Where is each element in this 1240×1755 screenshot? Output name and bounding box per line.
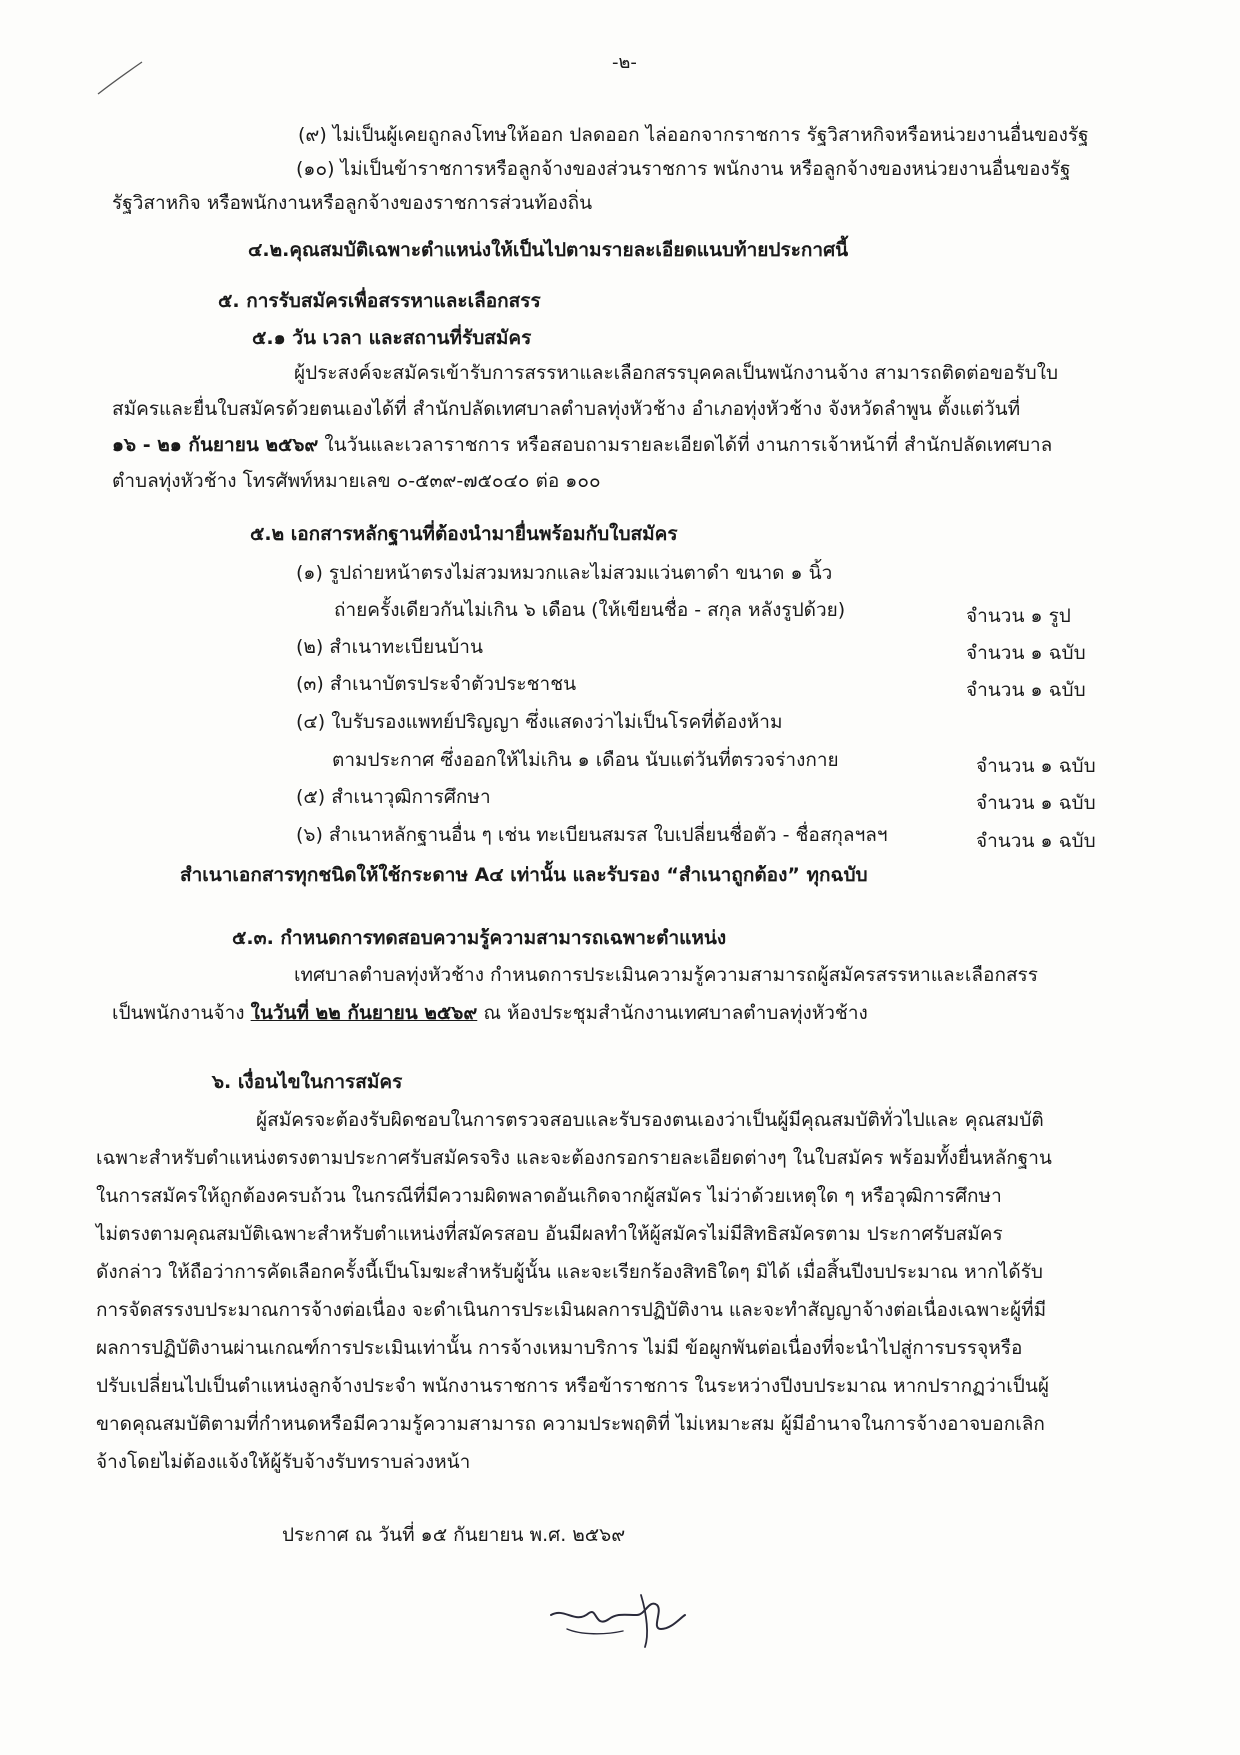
- document-1-line-1: (๑) รูปถ่ายหน้าตรงไม่สวมหมวกและไม่สวมแว่นตาดำ ขนาด ๑ นิ้ว: [296, 562, 833, 584]
- para-6-line-9: ขาดคุณสมบัติตามที่กำหนดหรือมีความรู้ความสามารถ ความประพฤติที่ ไม่เหมาะสม ผู้มีอำนาจในการจ้างอาจบอกเลิก: [96, 1413, 1045, 1435]
- para-5-1-line-2: สมัครและยื่นใบสมัครด้วยตนเองได้ที่ สำนักปลัดเทศบาลตำบลทุ่งหัวช้าง อำเภอทุ่งหัวช้าง จังหวัดลำพูน ตั้งแต่วันที่: [112, 398, 1021, 420]
- item-4-1-9: (๙) ไม่เป็นผู้เคยถูกลงโทษให้ออก ปลดออก ไล่ออกจากราชการ รัฐวิสาหกิจหรือหน่วยงานอื่นของรัฐ: [298, 124, 1089, 146]
- document-6-qty: จำนวน ๑ ฉบับ: [976, 830, 1096, 852]
- page-number: -๒-: [612, 52, 637, 73]
- para-5-3-lead: เป็นพนักงานจ้าง: [112, 1002, 245, 1024]
- para-5-1-line-3: [112, 432, 1052, 458]
- document-1-qty: จำนวน ๑ รูป: [966, 605, 1071, 627]
- document-3: (๓) สำเนาบัตรประจำตัวประชาชน: [296, 673, 577, 695]
- document-4-qty: จำนวน ๑ ฉบับ: [976, 755, 1096, 777]
- para-5-3-line-2: [112, 1000, 868, 1026]
- para-6-line-8: ปรับเปลี่ยนไปเป็นตำแหน่งลูกจ้างประจำ พนักงานราชการ หรือข้าราชการ ในระหว่างปีงบประมาณ หากปรากฏว่าเป็นผู้: [96, 1375, 1049, 1397]
- para-6-line-10: จ้างโดยไม่ต้องแจ้งให้ผู้รับจ้างรับทราบล่วงหน้า: [96, 1451, 471, 1473]
- document-6: (๖) สำเนาหลักฐานอื่น ๆ เช่น ทะเบียนสมรส ใบเปลี่ยนชื่อตัว - ชื่อสกุลฯลฯ: [296, 824, 888, 846]
- document-5: (๕) สำเนาวุฒิการศึกษา: [296, 786, 491, 808]
- document-3-qty: จำนวน ๑ ฉบับ: [966, 679, 1086, 701]
- document-5-qty: จำนวน ๑ ฉบับ: [976, 792, 1096, 814]
- para-5-3-venue: ณ ห้องประชุมสำนักงานเทศบาลตำบลทุ่งหัวช้าง: [483, 1002, 868, 1024]
- heading-5-2: ๕.๒ เอกสารหลักฐานที่ต้องนำมายื่นพร้อมกับใบสมัคร: [250, 523, 678, 545]
- document-2-qty: จำนวน ๑ ฉบับ: [966, 642, 1086, 664]
- para-5-1-line-3-text: ในวันและเวลาราชการ หรือสอบถามรายละเอียดได้ที่ งานการเจ้าหน้าที่ สำนักปลัดเทศบาล: [324, 434, 1053, 456]
- para-6-line-2: เฉพาะสำหรับตำแหน่งตรงตามประกาศรับสมัครจริง และจะต้องกรอกรายละเอียดต่างๆ ในใบสมัคร พร้อมทั้งยื่นหลักฐาน: [96, 1147, 1052, 1169]
- announcement-date: ประกาศ ณ วันที่ ๑๕ กันยายน พ.ศ. ๒๕๖๙: [282, 1524, 626, 1546]
- signature: [545, 1585, 695, 1655]
- application-dates: ๑๖ - ๒๑ กันยายน ๒๕๖๙: [112, 434, 319, 456]
- pen-stroke-mark: [96, 58, 144, 98]
- para-5-1-line-1: ผู้ประสงค์จะสมัครเข้ารับการสรรหาและเลือกสรรบุคคลเป็นพนักงานจ้าง สามารถติดต่อขอรับใบ: [294, 362, 1059, 384]
- document-4-line-2: ตามประกาศ ซึ่งออกให้ไม่เกิน ๑ เดือน นับแต่วันที่ตรวจร่างกาย: [332, 749, 839, 771]
- document-1-line-2: ถ่ายครั้งเดียวกันไม่เกิน ๖ เดือน (ให้เขียนชื่อ - สกุล หลังรูปด้วย): [334, 599, 846, 621]
- para-6-line-7: ผลการปฏิบัติงานผ่านเกณฑ์การประเมินเท่านั้น การจ้างเหมาบริการ ไม่มี ข้อผูกพันต่อเนื่องที่จะนำไปสู่การบรรจุหรือ: [96, 1337, 1023, 1359]
- item-4-1-10-cont: รัฐวิสาหกิจ หรือพนักงานหรือลูกจ้างของราชการส่วนท้องถิ่น: [112, 192, 593, 214]
- para-5-3-line-1: เทศบาลตำบลทุ่งหัวช้าง กำหนดการประเมินความรู้ความสามารถผู้สมัครสรรหาและเลือกสรร: [294, 964, 1038, 986]
- para-6-line-5: ดังกล่าว ให้ถือว่าการคัดเลือกครั้งนี้เป็นโมฆะสำหรับผู้นั้น และจะเรียกร้องสิทธิใดๆ มิได้ เมื่อสิ้นปีงบประมาณ หากได้รับ: [96, 1261, 1043, 1283]
- para-5-1-line-4: ตำบลทุ่งหัวช้าง โทรศัพท์หมายเลข ๐-๕๓๙-๗๕๐๔๐ ต่อ ๑๐๐: [112, 470, 601, 492]
- heading-6: ๖. เงื่อนไขในการสมัคร: [212, 1071, 403, 1093]
- heading-4-2: ๔.๒.คุณสมบัติเฉพาะตำแหน่งให้เป็นไปตามรายละเอียดแนบท้ายประกาศนี้: [248, 239, 849, 261]
- para-6-line-4: ไม่ตรงตามคุณสมบัติเฉพาะสำหรับตำแหน่งที่สมัครสอบ อันมีผลทำให้ผู้สมัครไม่มีสิทธิสมัครตาม ประกาศรับสมัคร: [96, 1223, 1003, 1245]
- para-6-line-1: ผู้สมัครจะต้องรับผิดชอบในการตรวจสอบและรับรองตนเองว่าเป็นผู้มีคุณสมบัติทั่วไปและ คุณสมบัติ: [256, 1109, 1044, 1131]
- document-4-line-1: (๔) ใบรับรองแพทย์ปริญญา ซึ่งแสดงว่าไม่เป็นโรคที่ต้องห้าม: [296, 711, 783, 733]
- document-2: (๒) สำเนาทะเบียนบ้าน: [296, 636, 483, 658]
- item-4-1-10: (๑๐) ไม่เป็นข้าราชการหรือลูกจ้างของส่วนราชการ พนักงาน หรือลูกจ้างของหน่วยงานอื่นของรัฐ: [296, 158, 1071, 180]
- para-6-line-6: การจัดสรรงบประมาณการจ้างต่อเนื่อง จะดำเนินการประเมินผลการปฏิบัติงาน และจะทำสัญญาจ้างต่อเนื่องเฉพาะผู้ที่มี: [96, 1299, 1047, 1321]
- heading-5: ๕. การรับสมัครเพื่อสรรหาและเลือกสรร: [218, 290, 541, 312]
- heading-5-1: ๕.๑ วัน เวลา และสถานที่รับสมัคร: [252, 327, 532, 349]
- heading-5-3: ๕.๓. กำหนดการทดสอบความรู้ความสามารถเฉพาะตำแหน่ง: [232, 927, 727, 949]
- para-6-line-3: ในการสมัครให้ถูกต้องครบถ้วน ในกรณีที่มีความผิดพลาดอันเกิดจากผู้สมัคร ไม่ว่าด้วยเหตุใด ๆ หรือวุฒิการศึกษา: [96, 1185, 1002, 1207]
- documents-note: สำเนาเอกสารทุกชนิดให้ใช้กระดาษ A๔ เท่านั้น และรับรอง “สำเนาถูกต้อง” ทุกฉบับ: [180, 864, 868, 886]
- assessment-date: ในวันที่ ๒๒ กันยายน ๒๕๖๙: [250, 1002, 478, 1024]
